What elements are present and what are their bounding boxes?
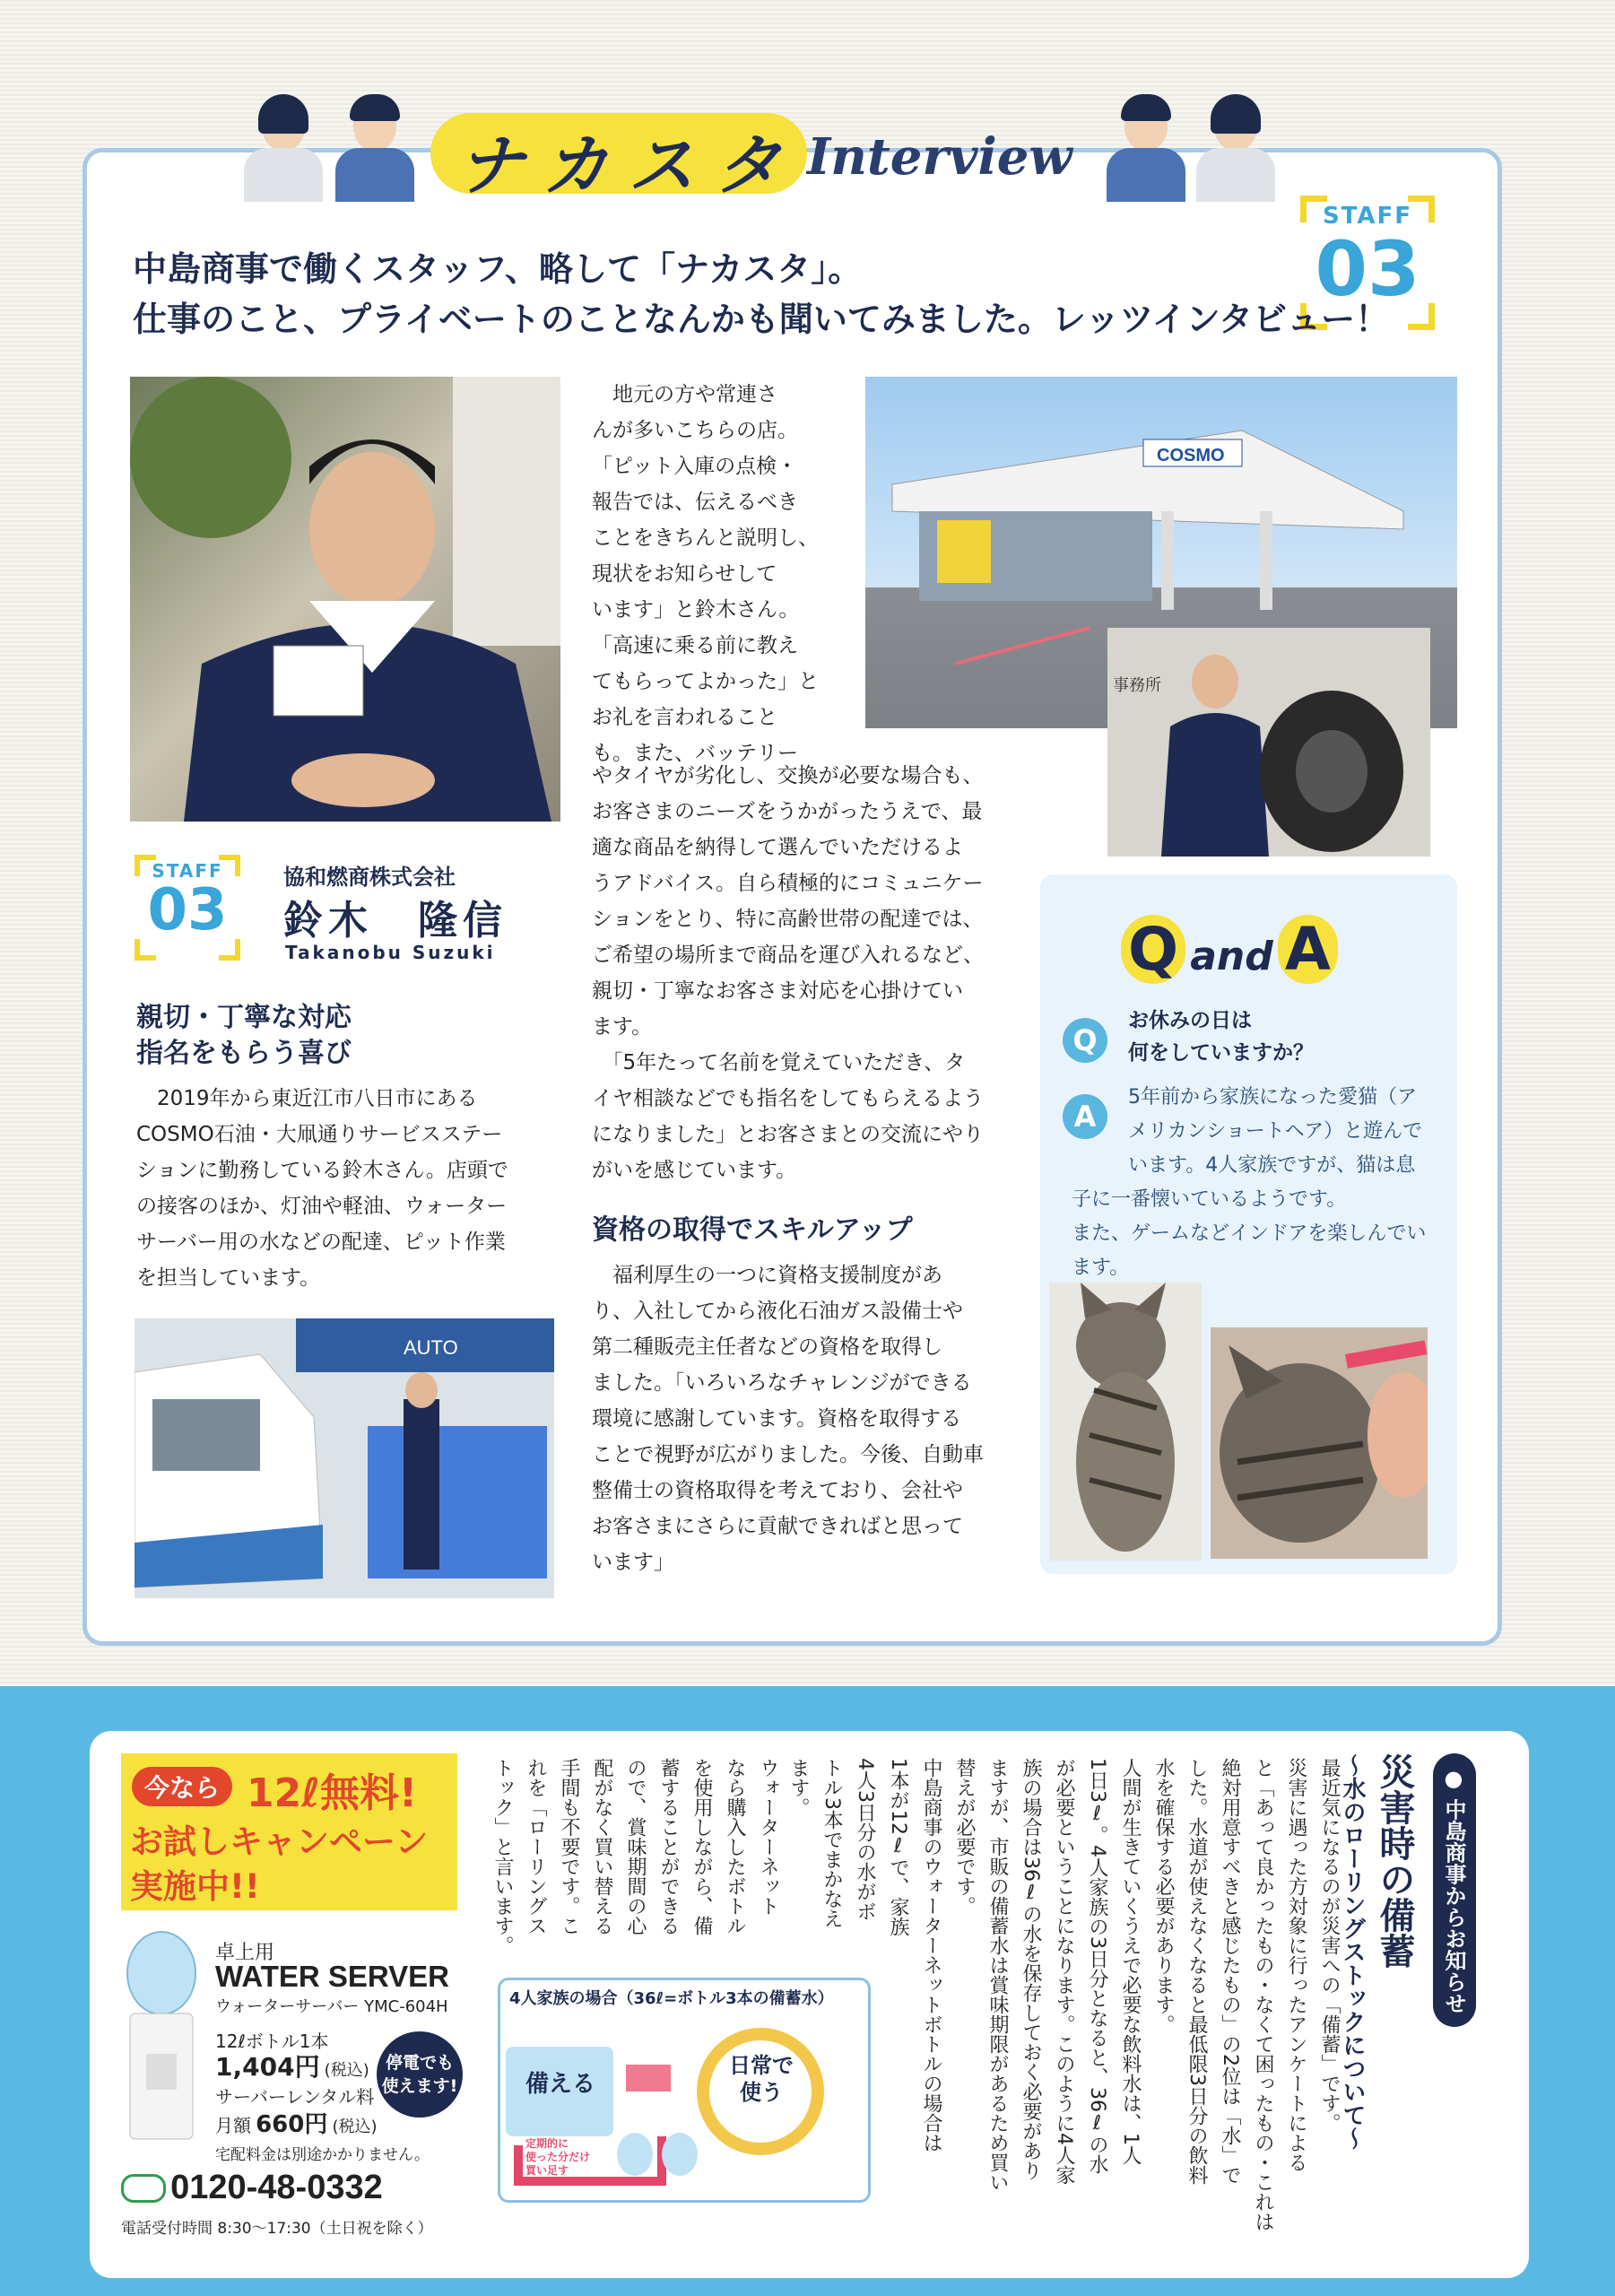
office-sign: 事務所 <box>1113 676 1161 695</box>
rental-price-line <box>215 2106 378 2139</box>
delivery-photo <box>135 1318 554 1598</box>
qa-title <box>1121 915 1338 984</box>
column2-body-bottom: やタイヤが劣化し、交換が必要な場合も、 お客さまのニーズをうかがったうえで、最 適な商品を納得して選んでいただけるよ うアドバイス。自ら積極的にコミュニケー ションをとり、特に高齢世帯の配達では、 ご希望の場所まで商品を運び入れるなど、 親切・丁寧なお客さま対応を心掛けてい ます。 「5年たって名前を覚えていただき、タ イヤ相談などでも指名をしてもらえるよう になりました」とお客さまとの交流にやり がいを感じています。 <box>592 764 984 1182</box>
staff-label: STAFF <box>1322 203 1413 230</box>
bottle-label: 12ℓボトル1本 <box>215 2031 329 2052</box>
campaign-line-1: お試しキャンペーン <box>130 1822 429 1861</box>
banner-subtitle: Interview <box>807 127 1072 187</box>
cat-photo-1 <box>1049 1283 1202 1561</box>
notice-tag-text: ● 中島商事からお知らせ <box>1441 1766 1466 2014</box>
section2-body: 福利厚生の一つに資格支援制度があ り、入社してから液化石油ガス設備士や 第二種販売主任者などの資格を取得し ました。「いろいろなチャレンジができる 環境に感謝しています。資格を取得する ことで視野が広がりました。今後、自動車 整備士の資格取得を考えており、会社や お客さまにさらに貢献できればと思って います」 <box>592 1264 984 1574</box>
headline <box>133 244 1389 344</box>
diagram-refill-label: 定期的に 使った分だけ 買い足す <box>525 2137 591 2177</box>
headline-line-2: 仕事のこと、プライベートのことなんかも聞いてみました。レッツインタビュー！ <box>133 300 1390 339</box>
notice-body: 最近気になるのが災害への「備蓄」です。 災害に遇った方対象に行ったアンケートによる と「あって良かったもの・なくて困ったもの・これは 絶対用意すべきと感じたもの」の2位は「水」で した。水道が使えなくなると最低限3日分の飲料 水を確保する必要があります。 人間が生きていくうえで必要な飲料水は、1人 1日3ℓ。4人家族の3日分となると、36ℓの水 が必要ということになります。このように4人家 族の場合は36ℓの水を保存しておく必要があり ますが、市販の備蓄水は賞味期限があるため買い 替えが必要です。 中島商事のウォーターネットボトルの場合は 1本が12ℓで、家族 4人3日分の水がボ トル3本でまかなえ ます。 <box>787 1758 1341 2231</box>
profile-name: 鈴木 隆信 <box>283 898 508 944</box>
station-cosmo-sign: COSMO <box>1157 446 1225 465</box>
illustration-staff-woman-right <box>1193 94 1279 202</box>
section1-title: 親切・丁寧な対応 指名をもらう喜び <box>136 1002 352 1069</box>
notice-title-2: 〜水のローリングストックについて〜 <box>1339 1753 1366 2150</box>
profile-staff-number: 03 <box>147 877 228 944</box>
portrait-photo <box>130 377 560 822</box>
headline-line-1: 中島商事で働くスタッフ、略して「ナカスタ」。 <box>133 249 863 289</box>
notice-body-2: ウォーターネット なら購入したボトル を使用しながら、備 蓄することができる ので、賞味期間の心 配がなく買い替える 手間も不要です。こ れを「ローリングス トック」と言います。 <box>491 1758 779 1955</box>
rental-price-prefix: 月額 <box>215 2115 251 2136</box>
diagram-title: 4人家族の場合（36ℓ=ボトル3本の備蓄水） <box>509 1989 834 2008</box>
section1-body: 2019年から東近江市八日市にある COSMO石油・大凧通りサービスステー ションに勤務している鈴木さん。店頭で の接客のほか、灯油や軽油、ウォーター サーバー用の水などの配達、ピット作業 を担当しています。 <box>136 1087 508 1290</box>
rental-label: サーバーレンタル料 <box>215 2086 375 2108</box>
bottle-tax: (税込) <box>324 2061 369 2080</box>
campaign-now-label: 今なら <box>132 1767 232 1806</box>
illustration-staff-man-left <box>332 94 418 202</box>
qa-title-and: and <box>1190 934 1273 979</box>
profile-staff-label: STAFF <box>152 860 223 882</box>
delivery-note: 宅配料金は別途かかりません。 <box>215 2146 430 2164</box>
notice-title-1: 災害時の備蓄 <box>1374 1753 1415 1969</box>
qa-answer-1: 5年前から家族になった愛猫（ア メリカンショートヘア）と遊んで います。4人家族ですが、猫は息 <box>1128 1086 1423 1177</box>
question-badge: Q <box>1063 1018 1107 1063</box>
rolling-stock-diagram <box>498 1978 871 2203</box>
staff-badge-profile <box>135 855 240 961</box>
notice-tag <box>1433 1753 1476 2027</box>
water-server-image <box>112 1928 211 2144</box>
illustration-staff-woman-left <box>240 94 326 202</box>
diagram-daily-label: 日常で 使う <box>729 2053 794 2105</box>
interview-banner <box>430 108 1094 206</box>
staff-number: 03 <box>1315 225 1420 313</box>
product-type-label: 卓上用 <box>215 1942 275 1964</box>
phone-hours: 電話受付時間 8:30〜17:30（土日祝を除く） <box>121 2220 433 2238</box>
illustration-staff-man-right <box>1103 94 1189 202</box>
phone-row <box>121 2169 383 2207</box>
profile-company: 協和燃商株式会社 <box>283 865 456 890</box>
tire-work-photo <box>1107 628 1430 857</box>
rental-tax: (税込) <box>332 2118 378 2136</box>
outage-badge: 停電でも 使えます! <box>377 2031 463 2118</box>
phone-number[interactable]: 0120-48-0332 <box>170 2169 383 2206</box>
qa-title-a: A <box>1278 915 1338 984</box>
diagram-store-label: 備える <box>525 2071 596 2098</box>
answer-badge: A <box>1063 1094 1107 1139</box>
section2-title: 資格の取得でスキルアップ <box>592 1214 913 1246</box>
banner-title: ナカスタ <box>457 127 801 204</box>
product-name: WATER SERVER <box>215 1960 449 1993</box>
campaign-line-2: 実施中!! <box>130 1867 260 1906</box>
rental-price: 660円 <box>256 2111 328 2138</box>
qa-question: お休みの日は 何をしていますか？ <box>1128 1009 1314 1065</box>
free-dial-icon <box>121 2174 166 2203</box>
campaign-free-label: 12ℓ無料! <box>247 1770 418 1816</box>
product-sub: ウォーターサーバー YMC-604H <box>215 1997 448 2016</box>
column2-body-top: 地元の方や常連さ んが多いこちらの店。 「ピット入庫の点検・ 報告では、伝えるべき ことをきちんと説明し、 現状をお知らせして います」と鈴木さん。 「高速に乗る前に教え てもらってよかった」と お礼を言われること も。また、バッテリー <box>592 383 819 765</box>
profile-romaji: Takanobu Suzuki <box>285 942 496 963</box>
bottle-price: 1,404円 <box>215 2052 320 2082</box>
van-sign-text: AUTO <box>404 1336 458 1359</box>
campaign-box <box>121 1753 457 1910</box>
qa-title-q: Q <box>1121 915 1185 984</box>
cat-photo-2 <box>1211 1327 1428 1559</box>
qa-answer-2: 子に一番懐いているようです。 また、ゲームなどインドアを楽しんでい ます。 <box>1072 1188 1427 1279</box>
bottle-price-line <box>215 2048 369 2083</box>
